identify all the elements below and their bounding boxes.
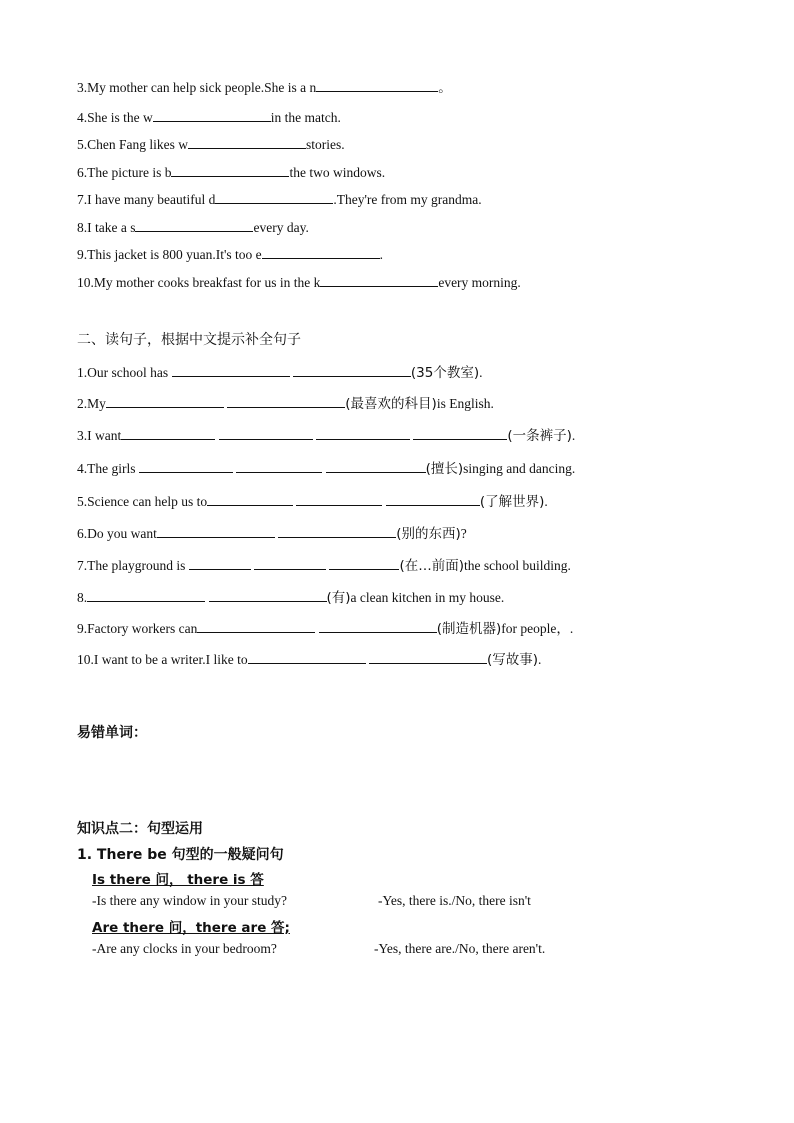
exercise-text: ?	[460, 526, 467, 541]
answer-blank[interactable]	[293, 364, 411, 377]
are-there-example-answer: -Yes, there are./No, there aren't.	[374, 941, 546, 956]
exercise-line	[77, 191, 482, 208]
exercise-text: 5.Science can help us to	[77, 494, 208, 509]
chinese-hint: (写故事)	[486, 652, 538, 668]
answer-blank[interactable]	[157, 525, 275, 538]
answer-blank[interactable]	[215, 191, 333, 204]
section-title: 二、读句子，根据中文提示补全句子	[77, 332, 301, 348]
exercise-line	[77, 460, 575, 477]
answer-blank[interactable]	[413, 427, 507, 440]
chinese-hint: (在…前面)	[399, 558, 465, 574]
answer-blank[interactable]	[189, 557, 251, 570]
chinese-hint: (制造机器)	[436, 621, 502, 637]
is-there-example-question: -Is there any window in your study?	[92, 893, 287, 908]
exercise-line	[77, 620, 573, 637]
exercise-text: 。	[438, 80, 452, 95]
answer-blank[interactable]	[262, 246, 380, 259]
answer-blank[interactable]	[106, 395, 224, 408]
exercise-text: 3.My mother can help sick people.She is a n	[77, 80, 317, 95]
exercise-text: stories.	[306, 137, 345, 152]
answer-blank[interactable]	[326, 460, 426, 473]
exercise-text: in the match.	[270, 110, 341, 125]
answer-blank[interactable]	[135, 219, 253, 232]
answer-blank[interactable]	[172, 364, 290, 377]
exercise-text: 10.My mother cooks breakfast for us in the k	[77, 275, 321, 290]
chinese-hint: (有)	[326, 590, 351, 606]
exercise-text: 4.She is the w	[77, 110, 153, 125]
exercise-text: 1.Our school has	[77, 365, 169, 380]
exercise-text: 10.I want to be a writer.I like to	[77, 652, 248, 667]
answer-blank[interactable]	[209, 589, 327, 602]
exercise-text: 2.My	[77, 396, 106, 411]
exercise-text: 9.This jacket is 800 yuan.It's too e	[77, 247, 262, 262]
exercise-line	[77, 493, 548, 510]
exercise-line	[77, 525, 467, 542]
exercise-text: 7.I have many beautiful d	[77, 192, 216, 207]
exercise-text: is English.	[436, 396, 494, 411]
answer-blank[interactable]	[197, 620, 315, 633]
answer-blank[interactable]	[207, 493, 293, 506]
exercise-text: 6.Do you want	[77, 526, 157, 541]
exercise-text: .	[538, 652, 542, 667]
exercise-text: every morning.	[438, 275, 521, 290]
answer-blank[interactable]	[316, 79, 438, 92]
answer-blank[interactable]	[320, 274, 438, 287]
exercise-line	[77, 395, 494, 412]
answer-blank[interactable]	[121, 427, 215, 440]
answer-blank[interactable]	[296, 493, 382, 506]
answer-blank[interactable]	[254, 557, 326, 570]
is-there-example-answer: -Yes, there is./No, there isn't	[378, 893, 531, 908]
exercise-line	[77, 109, 341, 126]
is-there-rule: Is there 问， there is 答	[92, 872, 264, 888]
exercise-text: 7.The playground is	[77, 558, 186, 573]
exercise-text: 5.Chen Fang likes w	[77, 137, 188, 152]
exercise-text: 6.The picture is b	[77, 165, 172, 180]
answer-blank[interactable]	[227, 395, 345, 408]
knowledge-subtitle: 1. There be 句型的一般疑问句	[77, 847, 284, 863]
exercise-line	[77, 136, 345, 153]
are-there-example-question: -Are any clocks in your bedroom?	[92, 941, 277, 956]
exercise-line	[77, 274, 521, 291]
exercise-text: 4.The girls	[77, 461, 136, 476]
answer-blank[interactable]	[316, 427, 410, 440]
exercise-text: 8.	[77, 590, 88, 605]
exercise-line	[77, 164, 385, 181]
exercise-text: singing and dancing.	[463, 461, 576, 476]
exercise-text: 8.I take a s	[77, 220, 136, 235]
exercise-text: 9.Factory workers can	[77, 621, 198, 636]
exercise-line	[77, 589, 504, 606]
answer-blank[interactable]	[278, 525, 396, 538]
exercise-text: 3.I want	[77, 428, 122, 443]
exercise-text: .	[479, 365, 483, 380]
exercise-text: every day.	[253, 220, 309, 235]
exercise-line	[77, 79, 452, 96]
answer-blank[interactable]	[248, 651, 366, 664]
exercise-text: .	[379, 247, 384, 262]
exercise-text: .They're from my grandma.	[333, 192, 482, 207]
answer-blank[interactable]	[329, 557, 399, 570]
answer-blank[interactable]	[188, 136, 306, 149]
exercise-line	[77, 557, 571, 574]
exercise-line	[77, 219, 309, 236]
knowledge-title: 知识点二：句型运用	[77, 821, 203, 837]
chinese-hint: (最喜欢的科目)	[345, 396, 437, 412]
answer-blank[interactable]	[219, 427, 313, 440]
exercise-line	[77, 651, 541, 668]
answer-blank[interactable]	[87, 589, 205, 602]
chinese-hint: (擅长)	[425, 461, 464, 477]
answer-blank[interactable]	[369, 651, 487, 664]
answer-blank[interactable]	[319, 620, 437, 633]
exercise-text: a clean kitchen in my house.	[350, 590, 505, 605]
are-there-rule: Are there 问，there are 答;	[92, 920, 290, 936]
exercise-text: the two windows.	[289, 165, 386, 180]
exercise-text: .	[571, 428, 576, 443]
answer-blank[interactable]	[153, 109, 271, 122]
chinese-hint: (别的东西)	[396, 526, 461, 542]
exercise-text: for people，.	[501, 621, 574, 636]
answer-blank[interactable]	[386, 493, 480, 506]
chinese-hint: (了解世界)	[479, 494, 545, 510]
error-words-label: 易错单词：	[77, 725, 147, 741]
exercise-text: .	[544, 494, 548, 509]
exercise-line	[77, 427, 575, 444]
chinese-hint: (一条裤子)	[507, 428, 572, 444]
exercise-line	[77, 364, 482, 381]
exercise-line	[77, 246, 383, 263]
exercise-text: the school building.	[464, 558, 571, 573]
answer-blank[interactable]	[236, 460, 322, 473]
chinese-hint: (35个教室)	[410, 365, 480, 381]
answer-blank[interactable]	[139, 460, 233, 473]
answer-blank[interactable]	[171, 164, 289, 177]
